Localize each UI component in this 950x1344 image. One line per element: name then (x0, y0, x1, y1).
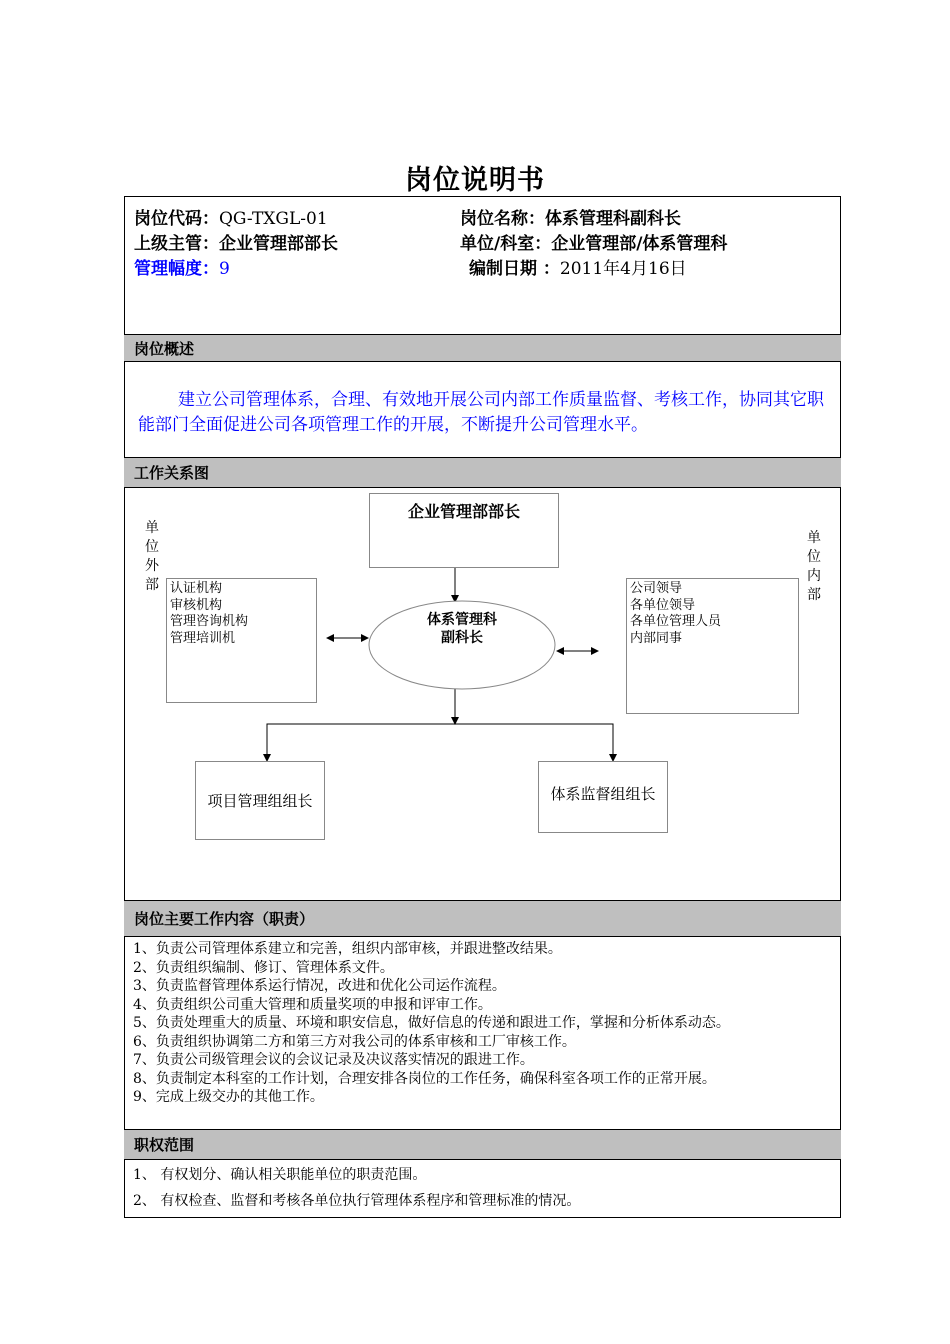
duties-header: 岗位主要工作内容（职责） (124, 900, 841, 937)
authority-header: 职权范围 (124, 1129, 841, 1160)
list-item: 管理培训机 (170, 630, 236, 646)
page-title: 岗位说明书 (405, 165, 545, 196)
position-name-label: 岗位名称： (460, 209, 545, 229)
list-item: 1、负责公司管理体系建立和完善，组织内部审核，并跟进整改结果。 (133, 941, 562, 957)
supervision-leader-box (538, 761, 668, 833)
list-item: 2、负责组织编制、修订、管理体系文件。 (133, 959, 394, 976)
project-leader-label: 项目管理组组长 (207, 792, 313, 810)
external-label-char: 部 (145, 577, 159, 593)
internal-box (626, 578, 799, 714)
internal-label-char: 位 (807, 549, 821, 565)
supervision-leader-label: 体系监督组组长 (550, 784, 656, 803)
list-item: 9、完成上级交办的其他工作。 (133, 1089, 324, 1105)
list-item: 各单位管理人员 (630, 614, 722, 629)
list-item: 内部同事 (630, 630, 683, 646)
list-item: 5、负责处理重大的质量、环境和职安信息，做好信息的传递和跟进工作，掌握和分析体系动态。 (133, 1015, 730, 1031)
unit-label: 单位/科室： (460, 234, 552, 254)
list-item: 7、负责公司级管理会议的会议记录及决议落实情况的跟进工作。 (133, 1052, 534, 1068)
external-label-char: 位 (145, 539, 159, 555)
external-label (144, 519, 160, 595)
list-item: 6、负责组织协调第二方和第三方对我公司的体系审核和工厂审核工作。 (133, 1033, 576, 1050)
duties-list (133, 940, 839, 1107)
internal-label-char: 部 (807, 587, 821, 603)
relation-header: 工作关系图 (124, 457, 841, 488)
compile-date-label: 编制日期 ： (469, 259, 560, 279)
position-code-value: QG-TXGL-01 (219, 209, 328, 229)
list-item: 3、负责监督管理体系运行情况，改进和优化公司运作流程。 (133, 978, 506, 994)
external-label-char: 单 (145, 520, 159, 536)
list-item: 8、负责制定本科室的工作计划，合理安排各岗位的工作任务，确保科室各项工作的正常开展。 (133, 1070, 716, 1087)
project-leader-box (195, 761, 325, 840)
top-manager-box (369, 493, 559, 568)
list-item: 审核机构 (170, 597, 223, 613)
summary-text: 建立公司管理体系，合理、有效地开展公司内部工作质量监督、考核工作，协同其它职能部门全面促进公司各项管理工作的开展，不断提升公司管理水平。 (138, 390, 824, 435)
management-scope-label: 管理幅度： (134, 259, 219, 279)
branch-line (267, 724, 613, 760)
internal-label-char: 单 (807, 530, 821, 546)
list-item: 各单位领导 (630, 597, 696, 613)
compile-date-value: 2011年4月16日 (559, 259, 687, 279)
list-item: 4、负责组织公司重大管理和质量奖项的申报和评审工作。 (133, 996, 492, 1013)
top-manager-label: 企业管理部部长 (407, 502, 520, 521)
authority-item-1: 1、 有权划分、确认相关职能单位的职责范围。 (133, 1167, 427, 1183)
list-item: 认证机构 (170, 581, 223, 596)
supervisor-label: 上级主管： (134, 234, 219, 254)
internal-label (806, 529, 822, 605)
internal-label-char: 内 (807, 568, 821, 584)
unit-value: 企业管理部/体系管理科 (551, 234, 728, 254)
center-label-line1: 体系管理科 (427, 612, 497, 628)
authority-item-2: 2、 有权检查、监督和考核各单位执行管理体系程序和管理标准的情况。 (133, 1193, 581, 1209)
list-item: 管理咨询机构 (170, 614, 249, 629)
supervisor-value: 企业管理部部长 (219, 234, 338, 254)
list-item: 公司领导 (630, 581, 683, 596)
management-scope-value: 9 (219, 259, 230, 279)
summary-header: 岗位概述 (124, 334, 841, 362)
external-box (166, 578, 317, 703)
position-code-label: 岗位代码： (134, 209, 219, 229)
center-label-line2: 副科长 (441, 630, 483, 646)
position-name-value: 体系管理科副科长 (545, 209, 681, 229)
center-label (400, 611, 524, 647)
external-label-char: 外 (145, 558, 159, 574)
